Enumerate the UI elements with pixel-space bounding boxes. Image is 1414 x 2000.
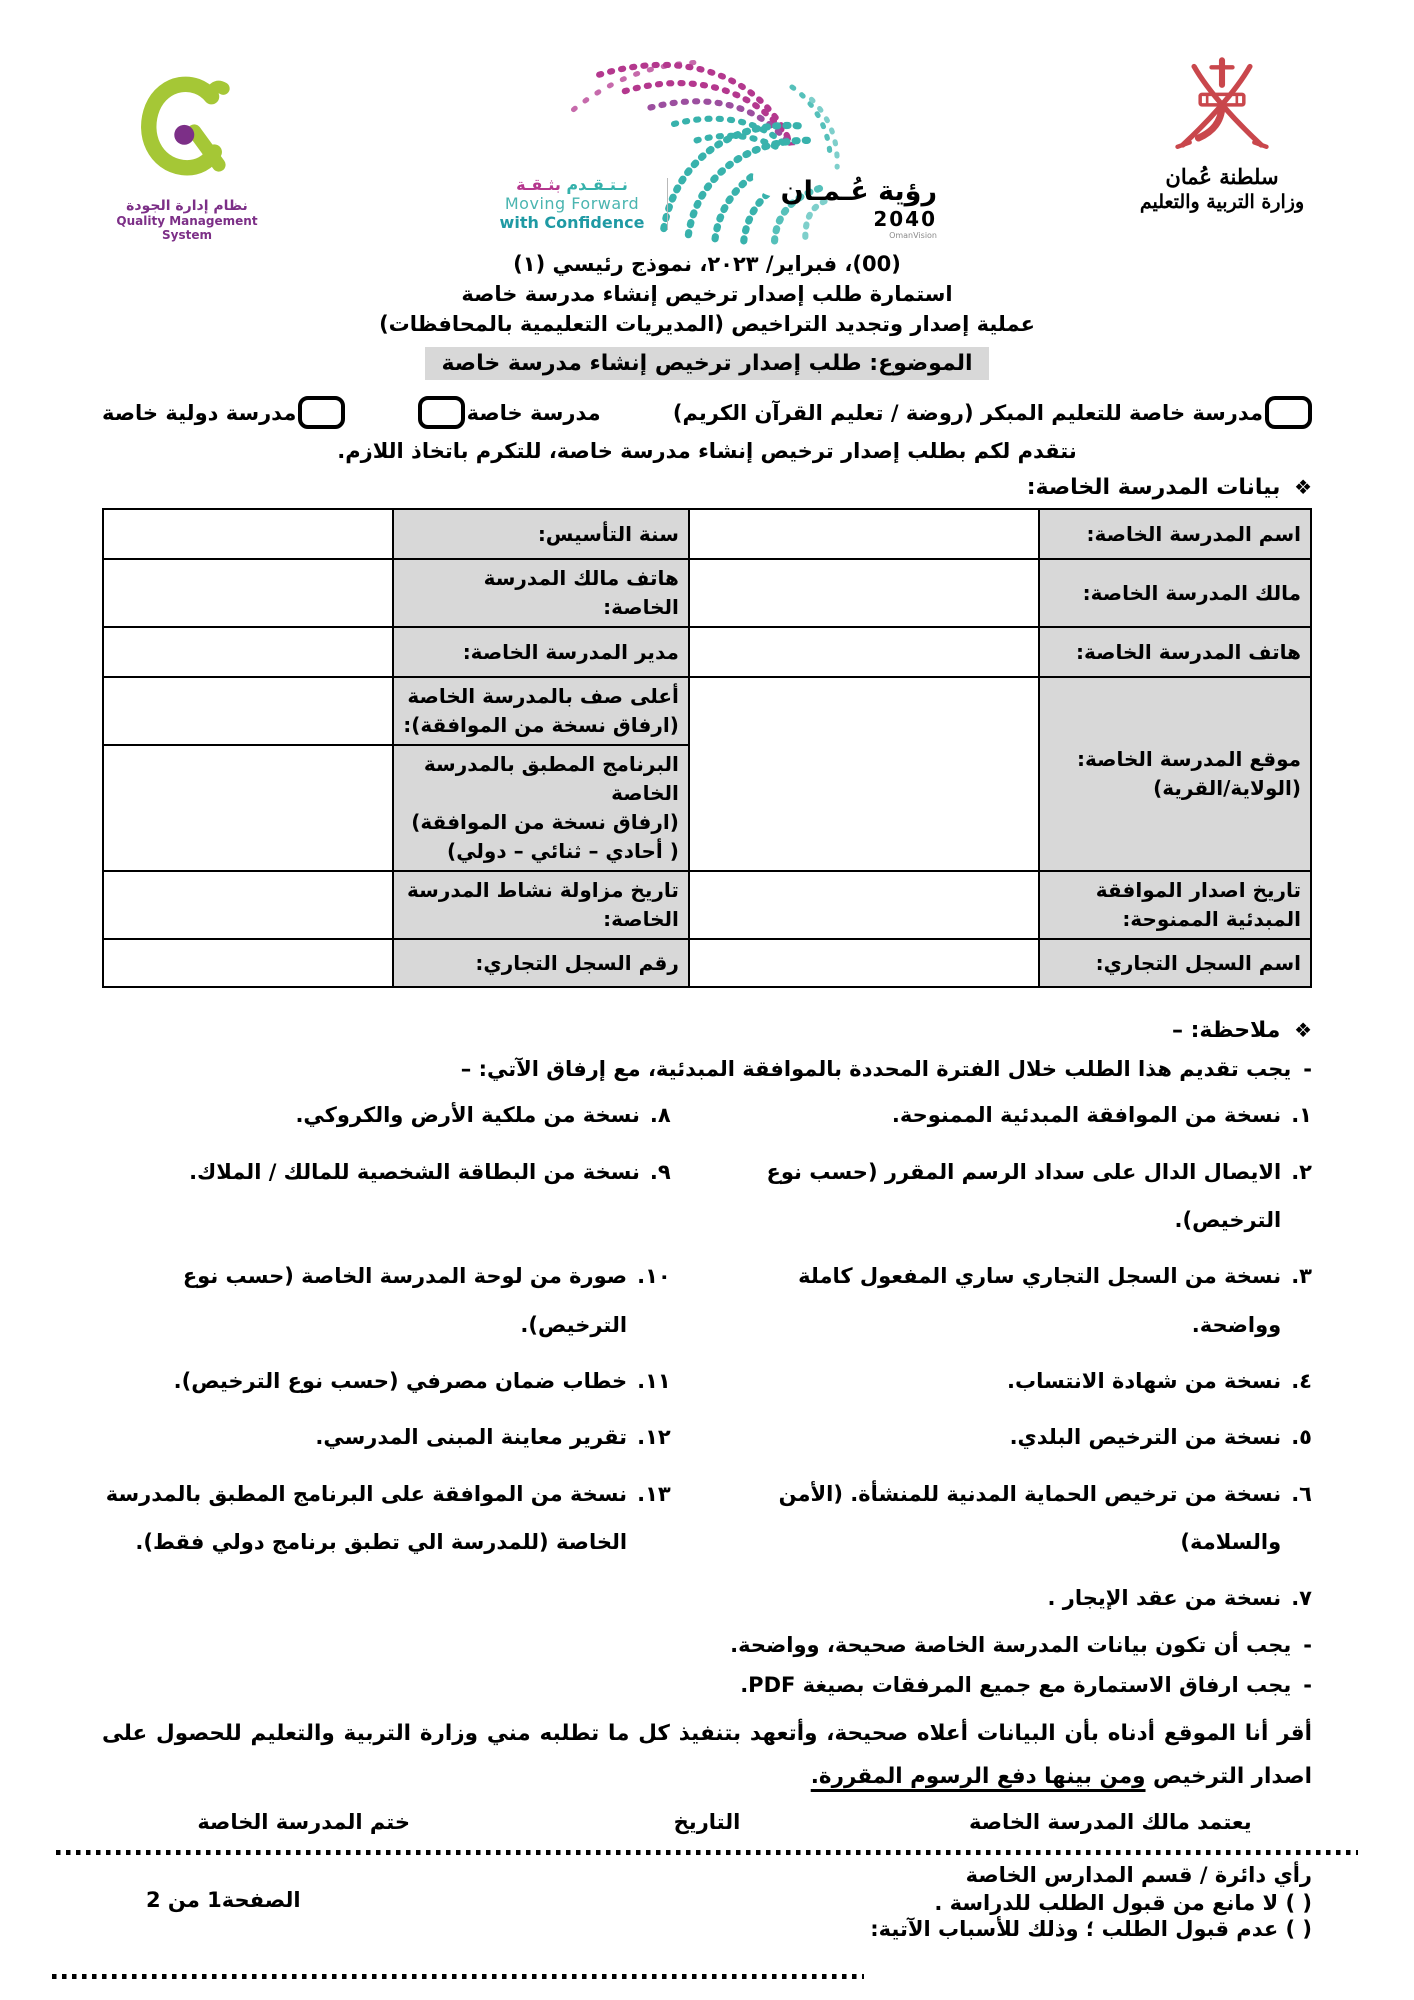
label-founding-year: سنة التأسيس:: [393, 509, 689, 559]
oman-emblem-icon: [1163, 137, 1281, 156]
qms-english-text: Quality Management System: [116, 214, 258, 242]
input-program[interactable]: [103, 745, 393, 871]
label-cr-number: رقم السجل التجاري:: [393, 939, 689, 987]
attachment-item-4: ٤. نسخة من شهادة الانتساب.: [1007, 1368, 1312, 1393]
acknowledgment-paragraph: [102, 1712, 1312, 1798]
school-data-table: [102, 508, 1312, 988]
rule-data-correct: - يجب أن تكون بيانات المدرسة الخاصة صحيحة، وواضحة.: [102, 1626, 1312, 1666]
attachment-item-11: ١١. خطاب ضمان مصرفي (حسب نوع الترخيص).: [173, 1368, 671, 1393]
ministry-country-text: سلطنة عُمان: [1165, 164, 1279, 189]
ministry-name-text: وزارة التربية والتعليم: [1139, 191, 1305, 213]
vision-name-arabic: رؤية عُـمـان: [780, 176, 937, 207]
label-cr-name: اسم السجل التجاري:: [1039, 939, 1311, 987]
label-owner-phone: هاتف مالك المدرسة الخاصة:: [393, 559, 689, 627]
ministry-logo: [1122, 46, 1322, 213]
option-early-education[interactable]: [673, 396, 1312, 429]
vision-year: 2040: [873, 207, 937, 231]
private-school-label: مدرسة خاصة: [466, 400, 601, 425]
input-activity-date[interactable]: [103, 871, 393, 939]
label-activity-date: تاريخ مزاولة نشاط المدرسة الخاصة:: [393, 871, 689, 939]
attachments-list-spacer: [102, 1574, 671, 1622]
input-highest-grade[interactable]: [103, 677, 393, 745]
vision-name-english: OmanVision: [889, 231, 937, 240]
request-intro-line: نتقدم لكم بطلب إصدار ترخيص إنشاء مدرسة خاصة، للتكرم باتخاذ اللازم.: [337, 439, 1077, 464]
signature-date-label: التاريخ: [673, 1810, 741, 1835]
notes-intro: [102, 1057, 1312, 1081]
tagline-arabic-word1: نـتـقـدم: [566, 175, 628, 194]
signature-stamp-label: ختم المدرسة الخاصة: [197, 1810, 411, 1835]
qms-arabic-text: نظام إدارة الجودة: [126, 198, 248, 214]
attachment-item-6: ٦. نسخة من ترخيص الحماية المدنية للمنشأة. (الأمن والسلامة): [778, 1481, 1312, 1554]
option-private-school[interactable]: [418, 396, 601, 429]
subject-highlight: الموضوع: طلب إصدار ترخيص إنشاء مدرسة خاصة: [425, 347, 988, 380]
private-school-checkbox[interactable]: [418, 396, 465, 429]
diamond-bullet-icon: ❖: [1294, 475, 1312, 500]
form-version-line: (00)، فبراير/ ٢٠٢٣، نموذج رئيسي (١): [513, 252, 901, 276]
international-school-label: مدرسة دولية خاصة: [102, 400, 297, 425]
attachment-item-8: ٨. نسخة من ملكية الأرض والكروكي.: [295, 1103, 671, 1128]
school-type-options: [102, 396, 1312, 429]
opinion-heading: رأي دائرة / قسم المدارس الخاصة: [965, 1863, 1312, 1888]
vision-2040-logo: [487, 46, 937, 246]
vision-wordmark: [781, 176, 937, 240]
input-cr-name[interactable]: [689, 939, 1039, 987]
input-owner-phone[interactable]: [103, 559, 393, 627]
dotted-separator: [56, 1850, 1358, 1855]
subject-row: [102, 347, 1312, 380]
input-location[interactable]: [689, 677, 1039, 871]
acknowledgment-text: أقر أنا الموقع أدناه بأن البيانات أعلاه صحيحة، وأتعهد بتنفيذ كل ما تطلبه مني وزارة التربية والتعليم للحصول على اصدار الترخيص: [102, 1721, 1312, 1790]
input-owner[interactable]: [689, 559, 1039, 627]
input-school-name[interactable]: [689, 509, 1039, 559]
tagline-english-line2: with Confidence: [499, 213, 645, 232]
school-data-heading: [102, 475, 1312, 500]
attachment-item-5: ٥. نسخة من الترخيص البلدي.: [1009, 1425, 1312, 1450]
input-approval-date[interactable]: [689, 871, 1039, 939]
opinion-accept-option[interactable]: ( ) لا مانع من قبول الطلب للدراسة .: [934, 1891, 1312, 1916]
acknowledgment-underlined: ومن بينها دفع الرسوم المقررة.: [810, 1764, 1146, 1790]
attachment-item-9: ٩. نسخة من البطاقة الشخصية للمالك / الملاك.: [189, 1159, 671, 1184]
input-founding-year[interactable]: [103, 509, 393, 559]
label-school-phone: هاتف المدرسة الخاصة:: [1039, 627, 1311, 677]
qms-logo: [92, 46, 282, 242]
attachment-item-3: ٣. نسخة من السجل التجاري ساري المفعول كاملة وواضحة.: [798, 1264, 1312, 1337]
label-school-name: اسم المدرسة الخاصة:: [1039, 509, 1311, 559]
attachment-item-13: ١٣. نسخة من الموافقة على البرنامج المطبق بالمدرسة الخاصة (للمدرسة الي تطبق برنامج دولي فقط).: [105, 1481, 671, 1554]
signature-row: [102, 1810, 1312, 1834]
page-header: [92, 46, 1322, 248]
notes-rules: [102, 1626, 1312, 1706]
tagline-english-line1: Moving Forward: [504, 194, 640, 213]
label-owner: مالك المدرسة الخاصة:: [1039, 559, 1311, 627]
input-cr-number[interactable]: [103, 939, 393, 987]
notes-heading: [102, 1018, 1312, 1043]
label-highest-grade: أعلى صف بالمدرسة الخاصة (ارفاق نسخة من الموافقة):: [393, 677, 689, 745]
form-process-line: عملية إصدار وتجديد التراخيص (المديريات التعليمية بالمحافظات): [379, 311, 1035, 336]
attachments-list: [102, 1091, 1312, 1622]
form-name-line: استمارة طلب إصدار ترخيص إنشاء مدرسة خاصة: [461, 281, 953, 306]
attachment-item-10: ١٠. صورة من لوحة المدرسة الخاصة (حسب نوع الترخيص).: [182, 1264, 671, 1337]
dash-bullet: -: [1303, 1673, 1312, 1698]
option-international-school[interactable]: [102, 396, 345, 429]
vision-tagline: [487, 175, 657, 232]
opinion-reject-option[interactable]: ( ) عدم قبول الطلب ؛ وذلك للأسباب الآتية:: [102, 1917, 1312, 1941]
label-principal: مدير المدرسة الخاصة:: [393, 627, 689, 677]
rule-pdf-format: - يجب ارفاق الاستمارة مع جميع المرفقات بصيغة PDF.: [102, 1666, 1312, 1706]
qms-q-icon: [135, 177, 239, 196]
dash-bullet: -: [1303, 1633, 1312, 1658]
diamond-bullet-icon: ❖: [1294, 1018, 1312, 1043]
tagline-arabic-word2: بثـقـة: [516, 175, 561, 194]
label-location: موقع المدرسة الخاصة: (الولاية/القرية): [1039, 677, 1311, 871]
page-number: الصفحة1 من 2: [146, 1888, 301, 1912]
early-education-label: مدرسة خاصة للتعليم المبكر (روضة / تعليم القرآن الكريم): [672, 400, 1263, 425]
attachment-item-2: ٢. الايصال الدال على سداد الرسم المقرر (حسب نوع الترخيص).: [766, 1159, 1312, 1233]
attachment-item-1: ١. نسخة من الموافقة المبدئية الممنوحة.: [891, 1103, 1312, 1128]
input-principal[interactable]: [103, 627, 393, 677]
notes-heading-text: ملاحظة: –: [1171, 1018, 1281, 1044]
input-school-phone[interactable]: [689, 627, 1039, 677]
attachment-item-7: ٧. نسخة من عقد الإيجار .: [1047, 1586, 1312, 1611]
early-education-checkbox[interactable]: [1265, 396, 1312, 429]
reasons-dotted-line[interactable]: [52, 1974, 864, 1979]
form-title-block: [102, 250, 1312, 339]
school-data-heading-text: بيانات المدرسة الخاصة:: [1026, 475, 1281, 501]
international-school-checkbox[interactable]: [298, 396, 345, 429]
signature-owner-label: يعتمد مالك المدرسة الخاصة: [968, 1810, 1252, 1835]
label-program: البرنامج المطبق بالمدرسة الخاصة (ارفاق نسخة من الموافقة) ( أحادي – ثنائي – دولي): [393, 745, 689, 871]
dash-bullet: -: [1303, 1057, 1312, 1082]
vision-divider-line: [667, 178, 668, 230]
notes-intro-text: يجب تقديم هذا الطلب خلال الفترة المحددة بالموافقة المبدئية، مع إرفاق الآتي: –: [460, 1057, 1292, 1082]
attachment-item-12: ١٢. تقرير معاينة المبنى المدرسي.: [315, 1425, 671, 1450]
label-approval-date: تاريخ اصدار الموافقة المبدئية الممنوحة:: [1039, 871, 1311, 939]
